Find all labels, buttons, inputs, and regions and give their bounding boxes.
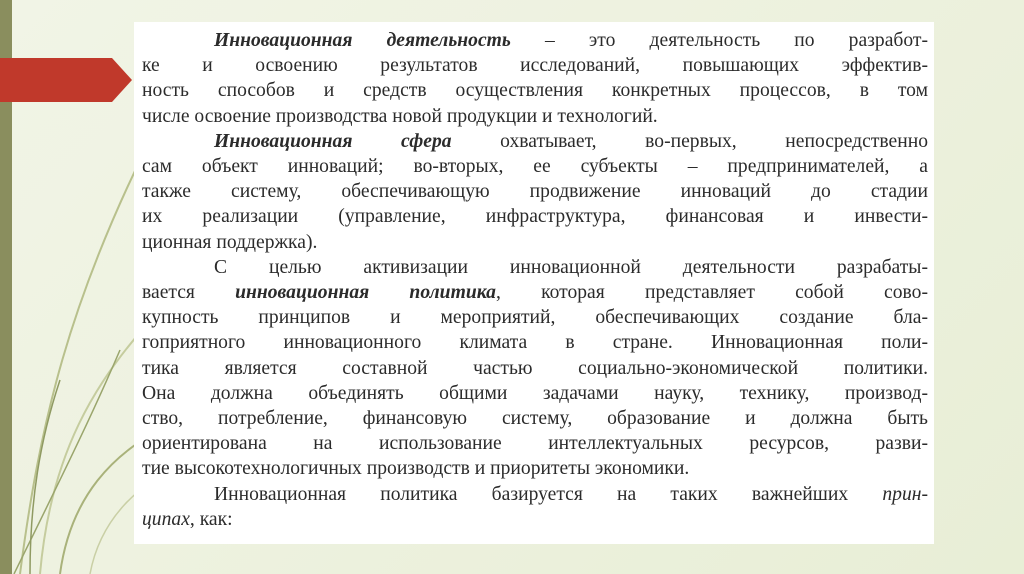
text-line: числе освоение производства новой продукции и технологий.: [142, 105, 658, 127]
content-card: [134, 22, 934, 544]
text-line: тие высокотехнологичных производств и приоритеты экономики.: [142, 458, 690, 480]
text-line: также систему, обеспечивающую продвижение инноваций до стадии: [142, 181, 928, 203]
text-line: вается инновационная политика, которая представляет собой сово-: [142, 282, 928, 304]
text-line: ство, потребление, финансовую систему, образование и должна быть: [142, 408, 928, 430]
arrow-decoration: [0, 58, 132, 102]
text-line: купность принципов и мероприятий, обеспечивающих создание бла-: [142, 307, 928, 329]
text-line: С целью активизации инновационной деятельности разрабаты-: [214, 256, 928, 278]
text-line: ность способов и средств осуществления конкретных процессов, в том: [142, 80, 928, 102]
text-line: ципах, как:: [142, 508, 233, 530]
text-line: ционная поддержка).: [142, 231, 318, 253]
term-innovation-sphere: Инновационная сфера: [214, 130, 452, 152]
body-text: [142, 28, 928, 532]
text-line: ориентирована на использование интеллектуальных ресурсов, разви-: [142, 433, 928, 455]
text-line: ке и освоению результатов исследований, повышающих эффектив-: [142, 55, 928, 77]
text-line: сам объект инноваций; во-вторых, ее субъекты – предпринимателей, а: [142, 156, 928, 178]
text-line: Инновационная политика базируется на таких важнейших прин-: [214, 483, 928, 505]
text-line: гоприятного инновационного климата в стране. Инновационная поли-: [142, 332, 928, 354]
text-line: их реализации (управление, инфраструктура, финансовая и инвести-: [142, 206, 928, 228]
text-line: тика является составной частью социально-экономической политики.: [142, 357, 928, 379]
text-line: Инновационная деятельность – это деятельность по разработ-: [214, 30, 929, 51]
text-line: Инновационная сфера охватывает, во-первых, непосредственно: [214, 130, 928, 152]
text-line: Она должна объединять общими задачами науку, технику, производ-: [142, 382, 928, 404]
term-innovation-activity: Инновационная деятельность: [214, 30, 511, 51]
term-innovation-policy: инновационная политика: [235, 282, 496, 304]
